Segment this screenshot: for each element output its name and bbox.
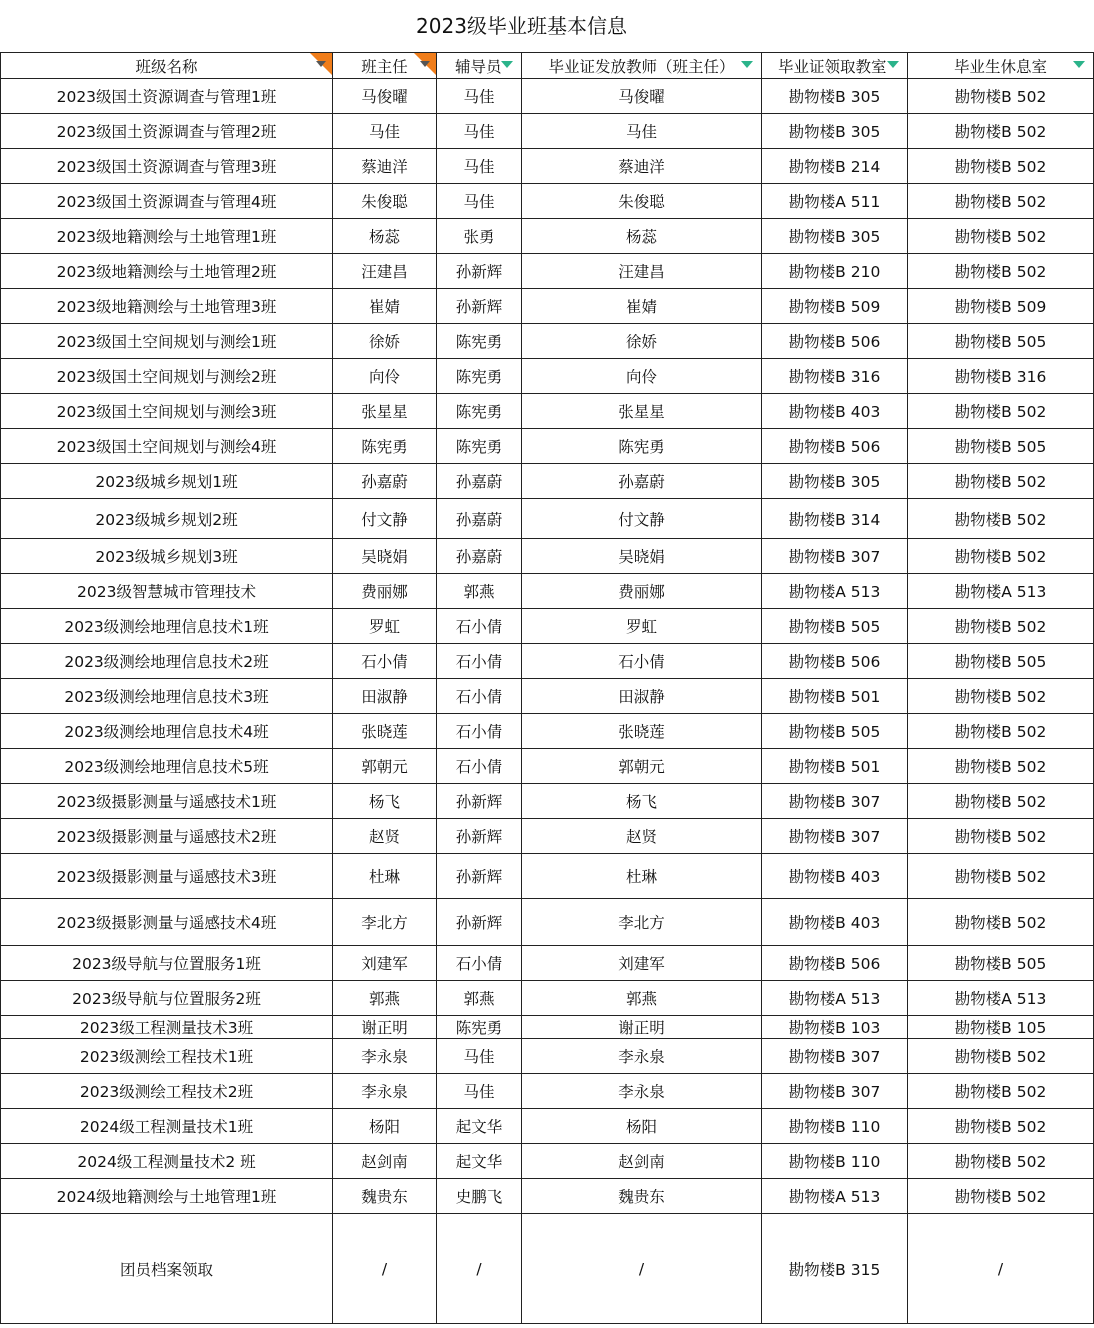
table-cell[interactable]: 勘物楼B 502	[908, 499, 1094, 539]
table-cell[interactable]: 勘物楼B 502	[908, 1074, 1094, 1109]
table-cell[interactable]: 勘物楼B 501	[762, 679, 908, 714]
table-cell[interactable]: 杨阳	[333, 1109, 437, 1144]
table-cell[interactable]: 孙嘉蔚	[437, 464, 522, 499]
table-cell[interactable]: 勘物楼B 502	[908, 609, 1094, 644]
table-cell[interactable]: 蔡迪洋	[522, 149, 762, 184]
table-cell[interactable]: 勘物楼B 509	[762, 289, 908, 324]
table-row	[1, 114, 1094, 149]
table-cell[interactable]: 石小倩	[437, 714, 522, 749]
table-row	[1, 784, 1094, 819]
table-cell[interactable]: 李永泉	[333, 1074, 437, 1109]
table-cell[interactable]: 勘物楼B 307	[762, 784, 908, 819]
table-cell[interactable]: 起文华	[437, 1109, 522, 1144]
table-cell[interactable]: 2023级地籍测绘与土地管理1班	[1, 219, 333, 254]
table-cell[interactable]: 马佳	[437, 79, 522, 114]
table-cell[interactable]: 2023级智慧城市管理技术	[1, 574, 333, 609]
table-cell[interactable]: 陈宪勇	[437, 359, 522, 394]
table-cell[interactable]: 勘物楼B 307	[762, 1039, 908, 1074]
table-cell[interactable]: 2023级测绘工程技术1班	[1, 1039, 333, 1074]
table-row	[1, 609, 1094, 644]
table-cell[interactable]: 勘物楼A 513	[762, 981, 908, 1016]
table-cell[interactable]: 勘物楼B 307	[762, 819, 908, 854]
table-cell[interactable]: 勘物楼B 502	[908, 854, 1094, 899]
table-cell[interactable]: 勘物楼B 305	[762, 79, 908, 114]
header-head-teacher[interactable]	[333, 53, 437, 79]
table-cell[interactable]: 2023级摄影测量与遥感技术1班	[1, 784, 333, 819]
filter-dropdown-icon[interactable]	[501, 61, 513, 68]
table-cell[interactable]: 孙嘉蔚	[522, 464, 762, 499]
table-cell[interactable]: 陈宪勇	[437, 324, 522, 359]
table-cell[interactable]: 孙嘉蔚	[333, 464, 437, 499]
table-cell[interactable]: 费丽娜	[522, 574, 762, 609]
table-cell[interactable]: 2023级摄影测量与遥感技术2班	[1, 819, 333, 854]
table-cell[interactable]: 2023级导航与位置服务2班	[1, 981, 333, 1016]
table-cell[interactable]: 勘物楼B 305	[762, 114, 908, 149]
table-cell[interactable]: 2023级地籍测绘与土地管理2班	[1, 254, 333, 289]
table-cell[interactable]: 石小倩	[437, 609, 522, 644]
table-row	[1, 644, 1094, 679]
table-cell[interactable]: 谢正明	[522, 1016, 762, 1039]
table-cell[interactable]: 张晓莲	[333, 714, 437, 749]
table-cell[interactable]: 陈宪勇	[522, 429, 762, 464]
table-cell[interactable]: 罗虹	[333, 609, 437, 644]
table-cell[interactable]: 勘物楼B 502	[908, 254, 1094, 289]
table-cell[interactable]: 勘物楼B 210	[762, 254, 908, 289]
table-cell[interactable]: 勘物楼B 502	[908, 114, 1094, 149]
table-cell[interactable]: 勘物楼B 502	[908, 149, 1094, 184]
table-cell[interactable]: 勘物楼B 505	[762, 714, 908, 749]
table-cell[interactable]: 杜琳	[333, 854, 437, 899]
table-cell[interactable]: 勘物楼B 505	[908, 324, 1094, 359]
filter-dropdown-icon[interactable]	[316, 61, 326, 67]
table-cell[interactable]: 赵贤	[522, 819, 762, 854]
table-cell[interactable]: 付文静	[522, 499, 762, 539]
table-cell[interactable]: 2023级摄影测量与遥感技术4班	[1, 899, 333, 946]
table-cell[interactable]: 向伶	[333, 359, 437, 394]
table-row	[1, 946, 1094, 981]
table-cell[interactable]: 郭燕	[522, 981, 762, 1016]
table-cell[interactable]: 2023级国土资源调查与管理4班	[1, 184, 333, 219]
table-cell[interactable]: 徐娇	[333, 324, 437, 359]
table-row	[1, 359, 1094, 394]
table-cell[interactable]: 谢正明	[333, 1016, 437, 1039]
table-row	[1, 184, 1094, 219]
table-cell[interactable]: 陈宪勇	[437, 429, 522, 464]
table-cell[interactable]: 勘物楼B 502	[908, 749, 1094, 784]
table-cell[interactable]: 2023级测绘地理信息技术4班	[1, 714, 333, 749]
table-cell[interactable]: /	[333, 1214, 437, 1324]
table-row	[1, 1144, 1094, 1179]
table-cell[interactable]: 勘物楼B 103	[762, 1016, 908, 1039]
table-cell[interactable]: 马佳	[437, 1039, 522, 1074]
table-cell[interactable]: 张勇	[437, 219, 522, 254]
table-cell[interactable]: 付文静	[333, 499, 437, 539]
table-cell[interactable]: 张晓莲	[522, 714, 762, 749]
table-cell[interactable]: 陈宪勇	[333, 429, 437, 464]
table-cell[interactable]: 孙新辉	[437, 854, 522, 899]
table-cell[interactable]: 2023级国土资源调查与管理1班	[1, 79, 333, 114]
graduation-info-table	[0, 52, 1094, 1324]
table-cell[interactable]: 李永泉	[522, 1074, 762, 1109]
table-cell[interactable]: 石小倩	[437, 946, 522, 981]
table-cell[interactable]: 2024级工程测量技术2 班	[1, 1144, 333, 1179]
header-label: 毕业证领取教室	[778, 57, 887, 76]
table-cell[interactable]: 起文华	[437, 1144, 522, 1179]
table-cell[interactable]: 罗虹	[522, 609, 762, 644]
table-cell[interactable]: 2023级工程测量技术3班	[1, 1016, 333, 1039]
table-row	[1, 254, 1094, 289]
table-row	[1, 394, 1094, 429]
header-label: 班级名称	[135, 57, 198, 76]
table-cell[interactable]: 2023级国土空间规划与测绘4班	[1, 429, 333, 464]
table-cell[interactable]: 勘物楼B 509	[908, 289, 1094, 324]
table-cell[interactable]: 勘物楼B 314	[762, 499, 908, 539]
table-row	[1, 79, 1094, 114]
table-cell[interactable]: 李北方	[522, 899, 762, 946]
table-cell[interactable]: 朱俊聪	[333, 184, 437, 219]
table-row	[1, 1074, 1094, 1109]
table-row	[1, 749, 1094, 784]
table-cell[interactable]: 勘物楼B 506	[762, 946, 908, 981]
table-cell[interactable]: 勘物楼B 502	[908, 819, 1094, 854]
table-cell[interactable]: 石小倩	[437, 749, 522, 784]
header-counselor[interactable]	[437, 53, 522, 79]
table-cell[interactable]: 勘物楼B 305	[762, 464, 908, 499]
table-cell[interactable]: 陈宪勇	[437, 1016, 522, 1039]
table-cell[interactable]: 李永泉	[333, 1039, 437, 1074]
table-cell[interactable]: 李永泉	[522, 1039, 762, 1074]
header-label: 辅导员	[455, 57, 502, 76]
table-cell[interactable]: 汪建昌	[333, 254, 437, 289]
table-cell[interactable]: 2023级测绘地理信息技术1班	[1, 609, 333, 644]
table-row	[1, 219, 1094, 254]
table-cell[interactable]: 马佳	[437, 184, 522, 219]
table-cell[interactable]: 吴晓娟	[522, 539, 762, 574]
table-cell[interactable]: /	[522, 1214, 762, 1324]
table-cell[interactable]: 马俊曜	[522, 79, 762, 114]
table-cell[interactable]: 郭朝元	[522, 749, 762, 784]
table-cell[interactable]: 刘建军	[333, 946, 437, 981]
table-cell[interactable]: 郭朝元	[333, 749, 437, 784]
table-row	[1, 899, 1094, 946]
header-label: 班主任	[361, 57, 408, 76]
table-cell[interactable]: 勘物楼B 501	[762, 749, 908, 784]
table-cell[interactable]: 石小倩	[437, 644, 522, 679]
table-cell[interactable]: 魏贵东	[522, 1179, 762, 1214]
table-cell[interactable]: 崔婧	[522, 289, 762, 324]
table-cell[interactable]: 团员档案领取	[1, 1214, 333, 1324]
table-cell[interactable]: 李北方	[333, 899, 437, 946]
table-cell[interactable]: 勘物楼B 502	[908, 394, 1094, 429]
table-cell[interactable]: 孙新辉	[437, 784, 522, 819]
table-cell[interactable]: 勘物楼B 502	[908, 679, 1094, 714]
table-row	[1, 1214, 1094, 1324]
table-cell[interactable]: 2023级城乡规划2班	[1, 499, 333, 539]
table-cell[interactable]: 马佳	[333, 114, 437, 149]
table-cell[interactable]: 2024级地籍测绘与土地管理1班	[1, 1179, 333, 1214]
filter-dropdown-icon[interactable]	[420, 61, 430, 67]
table-cell[interactable]: 勘物楼B 502	[908, 219, 1094, 254]
table-cell[interactable]: 2023级地籍测绘与土地管理3班	[1, 289, 333, 324]
table-cell[interactable]: 勘物楼B 315	[762, 1214, 908, 1324]
table-cell[interactable]: 郭燕	[437, 574, 522, 609]
table-cell[interactable]: 勘物楼B 403	[762, 394, 908, 429]
table-row	[1, 714, 1094, 749]
table-cell[interactable]: 勘物楼B 502	[908, 1144, 1094, 1179]
table-row	[1, 1016, 1094, 1039]
table-cell[interactable]: 朱俊聪	[522, 184, 762, 219]
table-cell[interactable]: 勘物楼A 511	[762, 184, 908, 219]
table-cell[interactable]: 勘物楼B 502	[908, 184, 1094, 219]
table-cell[interactable]: 吴晓娟	[333, 539, 437, 574]
table-row	[1, 574, 1094, 609]
table-cell[interactable]: 勘物楼B 506	[762, 644, 908, 679]
table-cell[interactable]: 勘物楼B 505	[908, 946, 1094, 981]
table-cell[interactable]: 陈宪勇	[437, 394, 522, 429]
table-cell[interactable]: 2023级国土空间规划与测绘2班	[1, 359, 333, 394]
table-cell[interactable]: /	[908, 1214, 1094, 1324]
table-cell[interactable]: 勘物楼A 513	[908, 981, 1094, 1016]
table-cell[interactable]: 孙嘉蔚	[437, 539, 522, 574]
table-cell[interactable]: 石小倩	[522, 644, 762, 679]
table-cell[interactable]: 勘物楼B 105	[908, 1016, 1094, 1039]
sheet-title: 2023级毕业班基本信息	[416, 14, 627, 38]
table-cell[interactable]: 杨蕊	[333, 219, 437, 254]
table-cell[interactable]: 勘物楼B 506	[762, 324, 908, 359]
table-cell[interactable]: 杨阳	[522, 1109, 762, 1144]
table-cell[interactable]: 勘物楼B 505	[908, 429, 1094, 464]
table-cell[interactable]: 马佳	[437, 1074, 522, 1109]
table-row	[1, 854, 1094, 899]
table-cell[interactable]: 马佳	[437, 114, 522, 149]
table-cell[interactable]: 勘物楼B 305	[762, 219, 908, 254]
header-label: 毕业生休息室	[953, 57, 1047, 76]
table-cell[interactable]: 石小倩	[437, 679, 522, 714]
table-cell[interactable]: 赵剑南	[522, 1144, 762, 1179]
table-cell[interactable]: 孙嘉蔚	[437, 499, 522, 539]
header-label: 毕业证发放教师（班主任）	[548, 57, 735, 76]
table-cell[interactable]: 马俊曜	[333, 79, 437, 114]
table-row	[1, 819, 1094, 854]
table-cell[interactable]: 田淑静	[333, 679, 437, 714]
table-cell[interactable]: 汪建昌	[522, 254, 762, 289]
table-cell[interactable]: 勘物楼B 110	[762, 1144, 908, 1179]
table-cell[interactable]: 2023级测绘工程技术2班	[1, 1074, 333, 1109]
table-cell[interactable]: 勘物楼B 502	[908, 1109, 1094, 1144]
table-row	[1, 464, 1094, 499]
table-cell[interactable]: 2023级摄影测量与遥感技术3班	[1, 854, 333, 899]
header-certificate-room[interactable]	[762, 53, 908, 79]
table-row	[1, 429, 1094, 464]
table-cell[interactable]: 田淑静	[522, 679, 762, 714]
table-cell[interactable]: 杜琳	[522, 854, 762, 899]
table-cell[interactable]: 勘物楼B 307	[762, 539, 908, 574]
table-row	[1, 289, 1094, 324]
table-cell[interactable]: 杨蕊	[522, 219, 762, 254]
table-cell[interactable]: 勘物楼B 502	[908, 1039, 1094, 1074]
table-cell[interactable]: 勘物楼B 502	[908, 899, 1094, 946]
table-body	[1, 79, 1094, 1324]
table-cell[interactable]: 勘物楼B 506	[762, 429, 908, 464]
table-cell[interactable]: 张星星	[333, 394, 437, 429]
table-cell[interactable]: 2023级国土空间规划与测绘1班	[1, 324, 333, 359]
table-cell[interactable]: 蔡迪洋	[333, 149, 437, 184]
table-cell[interactable]: 向伶	[522, 359, 762, 394]
table-cell[interactable]: /	[437, 1214, 522, 1324]
table-cell[interactable]: 杨飞	[333, 784, 437, 819]
table-cell[interactable]: 石小倩	[333, 644, 437, 679]
table-cell[interactable]: 勘物楼B 316	[908, 359, 1094, 394]
table-cell[interactable]: 勘物楼B 316	[762, 359, 908, 394]
table-cell[interactable]: 勘物楼B 505	[908, 644, 1094, 679]
table-cell[interactable]: 2023级导航与位置服务1班	[1, 946, 333, 981]
filter-dropdown-icon[interactable]	[887, 61, 899, 68]
table-row	[1, 499, 1094, 539]
table-row	[1, 1179, 1094, 1214]
table-cell[interactable]: 勘物楼B 403	[762, 899, 908, 946]
table-row	[1, 1109, 1094, 1144]
table-cell[interactable]: 2023级城乡规划1班	[1, 464, 333, 499]
table-cell[interactable]: 勘物楼B 502	[908, 1179, 1094, 1214]
table-cell[interactable]: 费丽娜	[333, 574, 437, 609]
table-cell[interactable]: 勘物楼B 505	[762, 609, 908, 644]
table-cell[interactable]: 孙新辉	[437, 899, 522, 946]
table-cell[interactable]: 勘物楼B 307	[762, 1074, 908, 1109]
table-cell[interactable]: 2023级测绘地理信息技术5班	[1, 749, 333, 784]
table-cell[interactable]: 勘物楼B 502	[908, 79, 1094, 114]
table-row	[1, 1039, 1094, 1074]
table-row	[1, 324, 1094, 359]
table-cell[interactable]: 马佳	[437, 149, 522, 184]
table-cell[interactable]: 2024级工程测量技术1班	[1, 1109, 333, 1144]
table-cell[interactable]: 2023级城乡规划3班	[1, 539, 333, 574]
header-certificate-teacher[interactable]	[522, 53, 762, 79]
table-row	[1, 149, 1094, 184]
table-cell[interactable]: 勘物楼B 502	[908, 539, 1094, 574]
table-cell[interactable]: 勘物楼B 214	[762, 149, 908, 184]
table-cell[interactable]: 郭燕	[333, 981, 437, 1016]
table-cell[interactable]: 崔婧	[333, 289, 437, 324]
table-cell[interactable]: 马佳	[522, 114, 762, 149]
table-cell[interactable]: 徐娇	[522, 324, 762, 359]
table-cell[interactable]: 2023级测绘地理信息技术3班	[1, 679, 333, 714]
header-rest-room[interactable]	[908, 53, 1094, 79]
header-class-name[interactable]	[1, 53, 333, 79]
table-cell[interactable]: 2023级国土资源调查与管理2班	[1, 114, 333, 149]
filter-dropdown-icon[interactable]	[741, 61, 753, 68]
table-row	[1, 679, 1094, 714]
table-cell[interactable]: 郭燕	[437, 981, 522, 1016]
filter-dropdown-icon[interactable]	[1073, 61, 1085, 68]
table-row	[1, 539, 1094, 574]
table-cell[interactable]: 勘物楼B 502	[908, 464, 1094, 499]
table-cell[interactable]: 勘物楼A 513	[908, 574, 1094, 609]
table-cell[interactable]: 孙新辉	[437, 254, 522, 289]
table-cell[interactable]: 勘物楼A 513	[762, 1179, 908, 1214]
table-cell[interactable]: 赵贤	[333, 819, 437, 854]
table-cell[interactable]: 杨飞	[522, 784, 762, 819]
table-cell[interactable]: 勘物楼B 502	[908, 784, 1094, 819]
table-cell[interactable]: 史鹏飞	[437, 1179, 522, 1214]
table-cell[interactable]: 刘建军	[522, 946, 762, 981]
table-cell[interactable]: 2023级国土资源调查与管理3班	[1, 149, 333, 184]
table-cell[interactable]: 魏贵东	[333, 1179, 437, 1214]
table-cell[interactable]: 2023级国土空间规划与测绘3班	[1, 394, 333, 429]
table-cell[interactable]: 孙新辉	[437, 819, 522, 854]
table-cell[interactable]: 赵剑南	[333, 1144, 437, 1179]
table-cell[interactable]: 张星星	[522, 394, 762, 429]
table-cell[interactable]: 孙新辉	[437, 289, 522, 324]
table-cell[interactable]: 2023级测绘地理信息技术2班	[1, 644, 333, 679]
table-cell[interactable]: 勘物楼B 403	[762, 854, 908, 899]
table-row	[1, 981, 1094, 1016]
table-cell[interactable]: 勘物楼B 110	[762, 1109, 908, 1144]
table-cell[interactable]: 勘物楼A 513	[762, 574, 908, 609]
header-row	[1, 53, 1094, 79]
table-cell[interactable]: 勘物楼B 502	[908, 714, 1094, 749]
